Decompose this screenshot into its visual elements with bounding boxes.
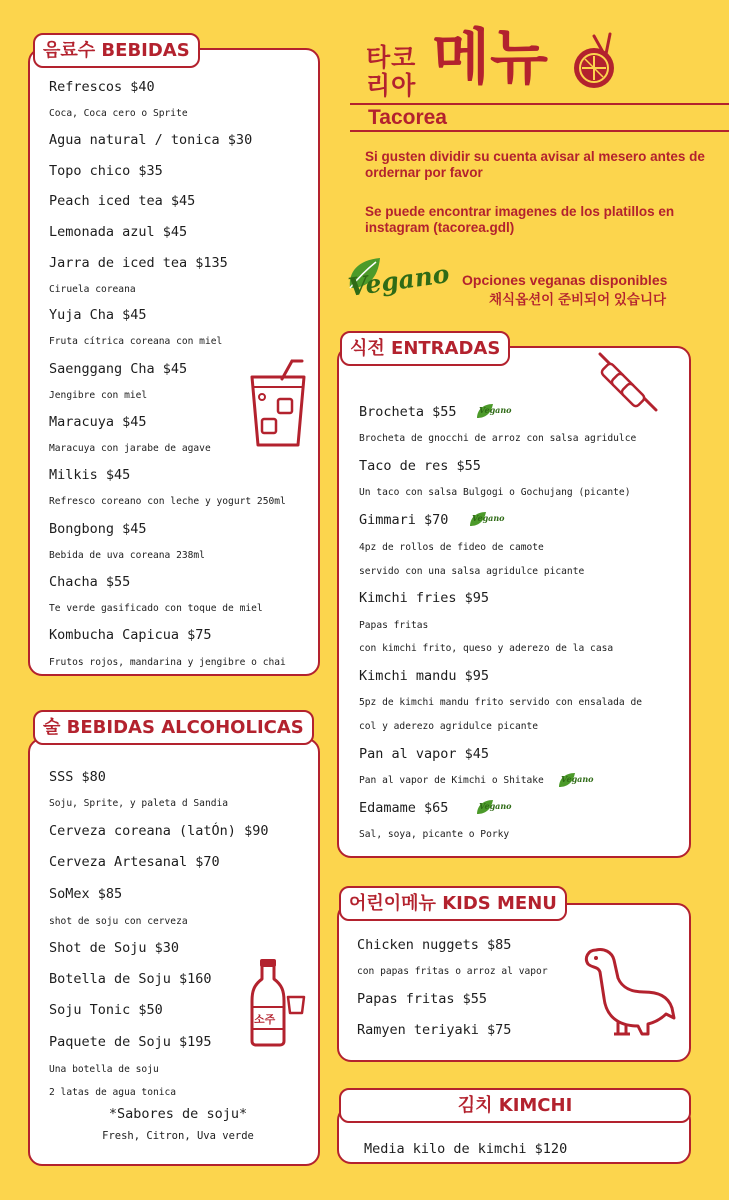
item-description: Una botella de soju — [49, 1064, 159, 1075]
menu-item: Papas fritas $55 — [357, 991, 488, 1007]
item-description: Bebida de uva coreana 238ml — [49, 550, 205, 561]
menu-item: Topo chico $35 — [49, 163, 163, 179]
vegan-badge-text: Vegano — [479, 405, 512, 415]
menu-item: Taco de res $55 — [359, 458, 481, 474]
menu-item: Ramyen teriyaki $75 — [357, 1022, 512, 1038]
menu-item: Cerveza Artesanal $70 — [49, 854, 220, 870]
item-description: Papas fritas — [359, 620, 429, 631]
menu-item: Refrescos $40 — [49, 79, 155, 95]
header-rule-bottom — [350, 130, 729, 132]
menu-item: Saenggang Cha $45 — [49, 361, 188, 377]
item-description: Refresco coreano con leche y yogurt 250ml — [49, 496, 286, 507]
soju-flavors-title: *Sabores de soju* — [108, 1106, 248, 1122]
item-description: con kimchi frito, queso y aderezo de la casa — [359, 643, 614, 654]
soju-bottle-label: 소주 — [254, 1013, 276, 1026]
alcohol-title: 술 BEBIDAS ALCOHOLICAS — [33, 710, 314, 745]
soju-flavors: Fresh, Citron, Uva verde — [102, 1130, 254, 1142]
menu-item: Brocheta $55 — [359, 404, 457, 420]
item-description: Ciruela coreana — [49, 284, 136, 295]
vegan-badge — [468, 510, 505, 532]
iced-drink-icon — [248, 357, 308, 449]
menu-item: Pan al vapor $45 — [359, 746, 490, 762]
item-description: col y aderezo agridulce picante — [359, 721, 539, 732]
item-description: Un taco con salsa Bulgogi o Gochujang (picante) — [359, 487, 631, 498]
item-description: Sal, soya, picante o Porky — [359, 829, 510, 840]
menu-item: Edamame $65 — [359, 800, 449, 816]
menu-item: Maracuya $45 — [49, 414, 147, 430]
menu-item: Shot de Soju $30 — [49, 940, 180, 956]
bebidas-title: 음료수 BEBIDAS — [33, 33, 200, 68]
vegan-options-korean: 채식옵션이 준비되어 있습니다 — [489, 292, 667, 307]
menu-item: Kombucha Capicua $75 — [49, 627, 212, 643]
item-description: Jengibre con miel — [49, 390, 148, 401]
menu-item: Kimchi mandu $95 — [359, 668, 490, 684]
menu-korean-title: 메뉴 — [432, 24, 548, 91]
menu-item: SSS $80 — [49, 769, 106, 785]
kids-title: 어린이메뉴 KIDS MENU — [339, 886, 567, 921]
soju-bottle-icon — [238, 957, 308, 1047]
item-description: Coca, Coca cero o Sprite — [49, 108, 188, 119]
menu-item: Lemonada azul $45 — [49, 224, 188, 240]
item-description: servido con una salsa agridulce picante — [359, 566, 585, 577]
menu-item: Bongbong $45 — [49, 521, 147, 537]
menu-item: Chacha $55 — [49, 574, 131, 590]
menu-item: Jarra de iced tea $135 — [49, 255, 228, 271]
notice-split-bill: Si gusten dividir su cuenta avisar al mesero antes de ordernar por favor — [365, 149, 705, 180]
kimchi-title: 김치 KIMCHI — [339, 1088, 691, 1123]
vegan-badge-text: Vegano — [472, 513, 505, 523]
dinosaur-icon — [578, 938, 678, 1038]
menu-item: Milkis $45 — [49, 467, 131, 483]
vegan-badge — [475, 798, 512, 820]
menu-item: Agua natural / tonica $30 — [49, 132, 253, 148]
item-description: Fruta cítrica coreana con miel — [49, 336, 223, 347]
vegan-options-text: Opciones veganas disponibles — [462, 272, 668, 288]
item-description: Soju, Sprite, y paleta d Sandia — [49, 798, 229, 809]
menu-item: Yuja Cha $45 — [49, 307, 147, 323]
item-description: con papas fritas o arroz al vapor — [357, 966, 548, 977]
item-description: 2 latas de agua tonica — [49, 1087, 177, 1098]
menu-item: Peach iced tea $45 — [49, 193, 196, 209]
menu-item: Kimchi fries $95 — [359, 590, 490, 606]
menu-item: Paquete de Soju $195 — [49, 1034, 212, 1050]
item-description: Frutos rojos, mandarina y jengibre o chai — [49, 657, 286, 668]
menu-item: Chicken nuggets $85 — [357, 937, 512, 953]
vegan-badge-text: Vegano — [561, 774, 594, 784]
item-description: Pan al vapor de Kimchi o Shitake — [359, 775, 544, 786]
vegan-badge — [557, 771, 594, 793]
vegano-logo: Vegano — [346, 259, 452, 302]
menu-item: SoMex $85 — [49, 886, 123, 902]
item-description: Maracuya con jarabe de agave — [49, 443, 211, 454]
item-description: 4pz de rollos de fideo de camote — [359, 542, 544, 553]
item-description: 5pz de kimchi mandu frito servido con ensalada de — [359, 697, 643, 708]
item-description: shot de soju con cerveza — [49, 916, 188, 927]
item-description: Brocheta de gnocchi de arroz con salsa agridulce — [359, 433, 637, 444]
menu-item: Cerveza coreana (latÓn) $90 — [49, 823, 269, 839]
korean-taco-bottom: 리아 — [366, 72, 417, 100]
vegan-badge-text: Vegano — [479, 801, 512, 811]
korean-taco-top: 타코 — [366, 44, 417, 72]
header-rule-top — [350, 103, 729, 105]
grill-bowl-icon — [566, 32, 628, 94]
item-description: Te verde gasificado con toque de miel — [49, 603, 263, 614]
skewer-icon — [594, 350, 660, 416]
notice-instagram: Se puede encontrar imagenes de los platillos en instagram (tacorea.gdl) — [365, 204, 675, 235]
menu-item: Gimmari $70 — [359, 512, 449, 528]
menu-item: Botella de Soju $160 — [49, 971, 212, 987]
brand-name: Tacorea — [368, 106, 447, 129]
vegan-badge — [475, 402, 512, 424]
entradas-title: 식전 ENTRADAS — [340, 331, 510, 366]
menu-item: Media kilo de kimchi $120 — [364, 1141, 568, 1157]
menu-item: Soju Tonic $50 — [49, 1002, 163, 1018]
